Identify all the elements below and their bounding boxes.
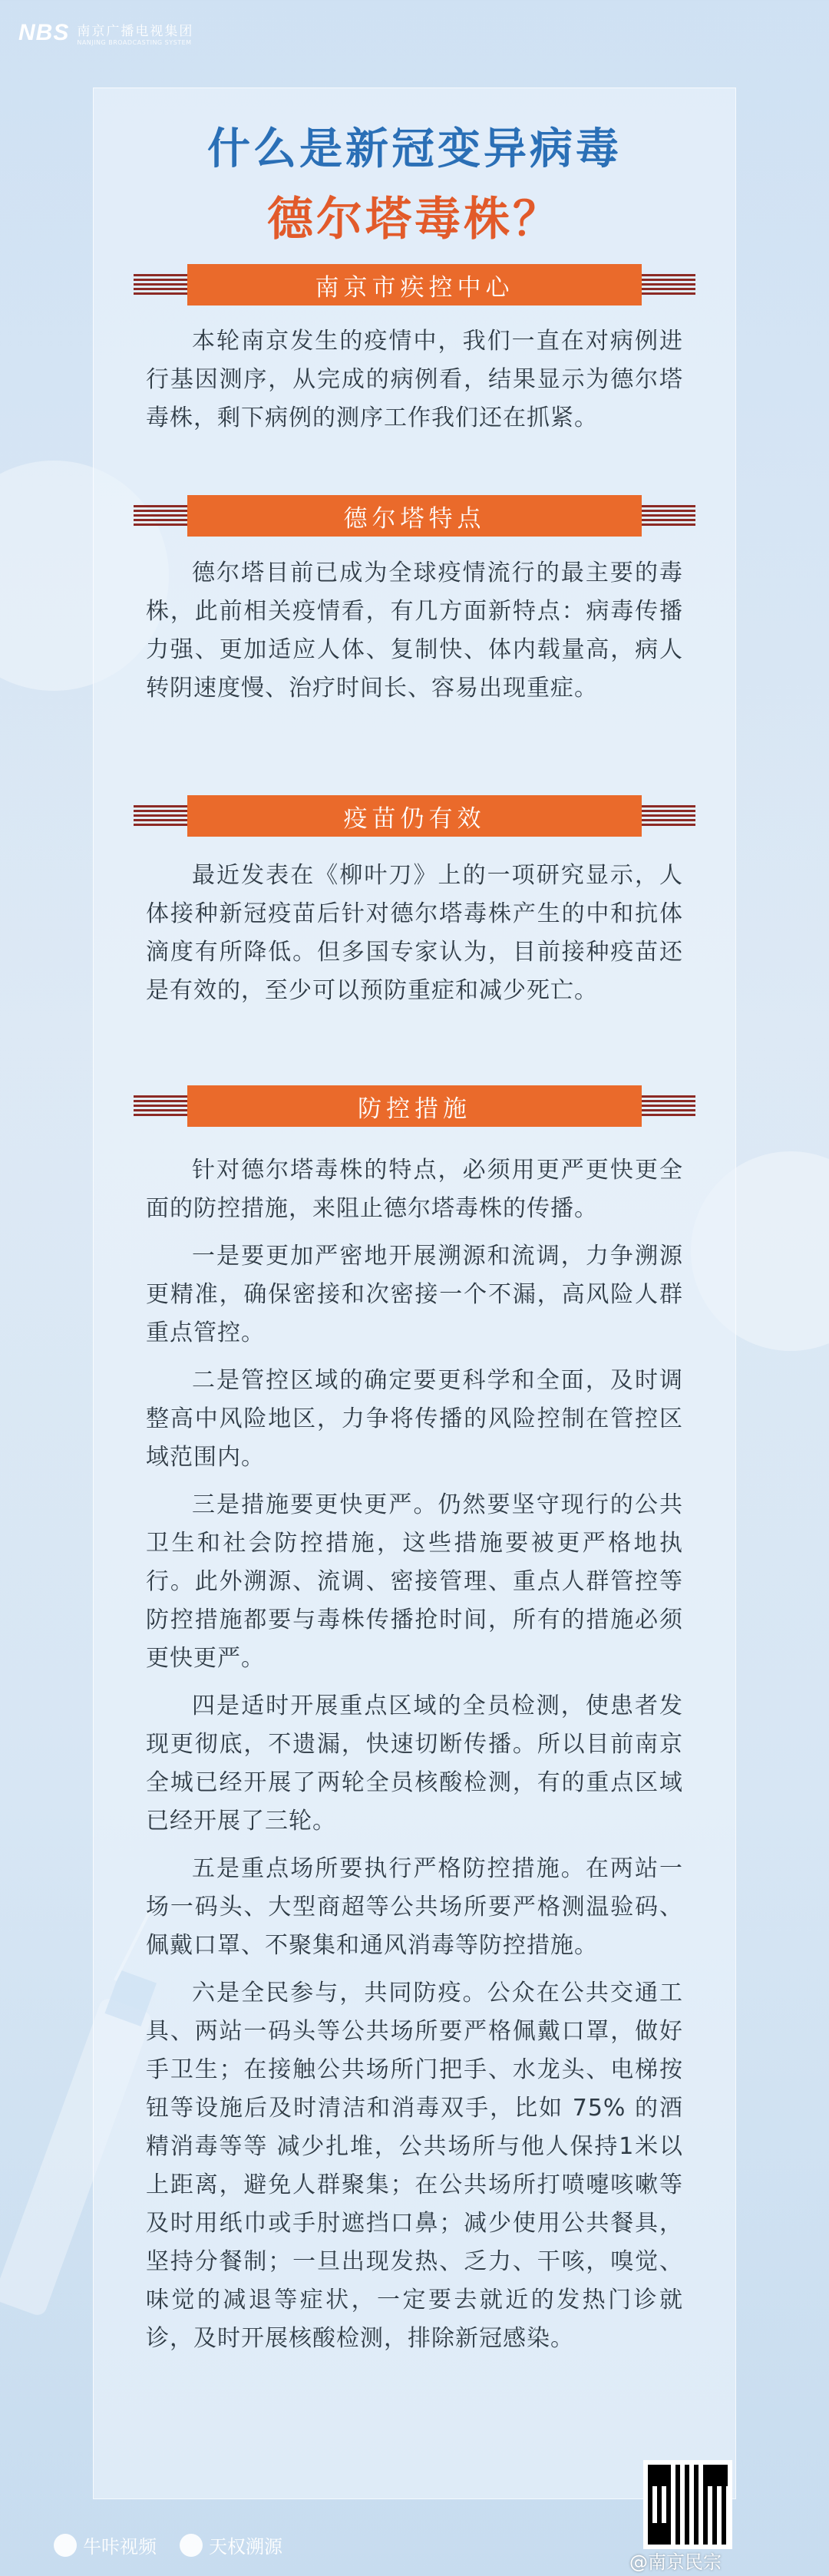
- paragraph: 三是措施要更快更严。仍然要坚守现行的公共卫生和社会防控措施，这些措施要被更严格地执行。此外溯源、流调、密接管理、重点人群管控等防控措施都要与毒株传播抢时间，所有的措施必须更快更严。: [146, 1491, 683, 1672]
- paragraph: 最近发表在《柳叶刀》上的一项研究显示，人体接种新冠疫苗后针对德尔塔毒株产生的中和抗体滴度有所降低。但多国专家认为，目前接种疫苗还是有效的，至少可以预防重症和减少死亡。: [146, 862, 683, 1004]
- section-heading: [187, 795, 642, 837]
- header-logo: [18, 20, 193, 46]
- footer-brand: [180, 2531, 282, 2558]
- watermark: @南京民宗: [629, 2551, 722, 2573]
- section-heading: [187, 495, 642, 537]
- section-body: [146, 1151, 683, 2367]
- section-body: [146, 554, 683, 717]
- nbs-logo-mark: NBS: [18, 20, 70, 45]
- page-title-line1: 什么是新冠变异病毒: [207, 124, 622, 174]
- section-heading-label: 德尔塔特点: [187, 495, 642, 537]
- logo-text: [77, 20, 193, 46]
- section-body: [146, 322, 683, 447]
- paragraph: 一是要更加严密地开展溯源和流调，力争溯源更精准，确保密接和次密接一个不漏，高风险人群重点管控。: [146, 1243, 683, 1346]
- footer-brand: [54, 2531, 157, 2558]
- footer-brands: [54, 2531, 282, 2558]
- section-heading-label: 南京市疾控中心: [187, 264, 642, 305]
- page-title-line2: 德尔塔毒株？: [267, 193, 562, 246]
- section-heading: [187, 264, 642, 305]
- section-heading-label: 疫苗仍有效: [187, 795, 642, 837]
- tianquan-logo-icon: [180, 2534, 203, 2557]
- org-name-en: NANJING BROADCASTING SYSTEM: [77, 39, 192, 46]
- section-heading: [187, 1085, 642, 1127]
- org-name: 南京广播电视集团: [77, 24, 194, 39]
- paragraph: 四是适时开展重点区域的全员检测，使患者发现更彻底，不遗漏，快速切断传播。所以目前南京全城已经开展了两轮全员核酸检测，有的重点区域已经开展了三轮。: [146, 1693, 683, 1835]
- section-heading-label: 防控措施: [187, 1085, 642, 1127]
- footer-brand-label: 天权溯源: [209, 2536, 282, 2558]
- footer-brand-label: 牛咔视频: [83, 2536, 157, 2558]
- paragraph: 本轮南京发生的疫情中，我们一直在对病例进行基因测序，从完成的病例看，结果显示为德尔塔毒株，剩下病例的测序工作我们还在抓紧。: [146, 328, 683, 431]
- section-body: [146, 857, 683, 1019]
- paragraph: 针对德尔塔毒株的特点，必须用更严更快更全面的防控措施，来阻止德尔塔毒株的传播。: [146, 1157, 683, 1222]
- paragraph: 二是管控区域的确定要更科学和全面，及时调整高中风险地区，力争将传播的风险控制在管控区域范围内。: [146, 1367, 683, 1471]
- qr-code: [643, 2460, 732, 2549]
- paragraph: 五是重点场所要执行严格防控措施。在两站一场一码头、大型商超等公共场所要严格测温验码、佩戴口罩、不聚集和通风消毒等防控措施。: [146, 1855, 683, 1959]
- niuka-logo-icon: [54, 2534, 77, 2557]
- paragraph: 德尔塔目前已成为全球疫情流行的最主要的毒株，此前相关疫情看，有几方面新特点：病毒传播力强、更加适应人体、复制快、体内载量高，病人转阴速度慢、治疗时间长、容易出现重症。: [146, 560, 683, 702]
- paragraph: 六是全民参与，共同防疫。公众在公共交通工具、两站一码头等公共场所要严格佩戴口罩，做好手卫生；在接触公共场所门把手、水龙头、电梯按钮等设施后及时清洁和消毒双手，比如 75% 的酒精消毒等等 减少扎堆，公共场所与他人保持1米以上距离，避免人群聚集；在公共场所打喷嚏咳嗽等及时用纸巾或手肘遮挡口鼻；减少使用公共餐具，坚持分餐制；一旦出现发热、乏力、干咳，嗅觉、味觉的减退等症状，一定要去就近的发热门诊就诊，及时开展核酸检测，排除新冠感染。: [146, 1980, 683, 2352]
